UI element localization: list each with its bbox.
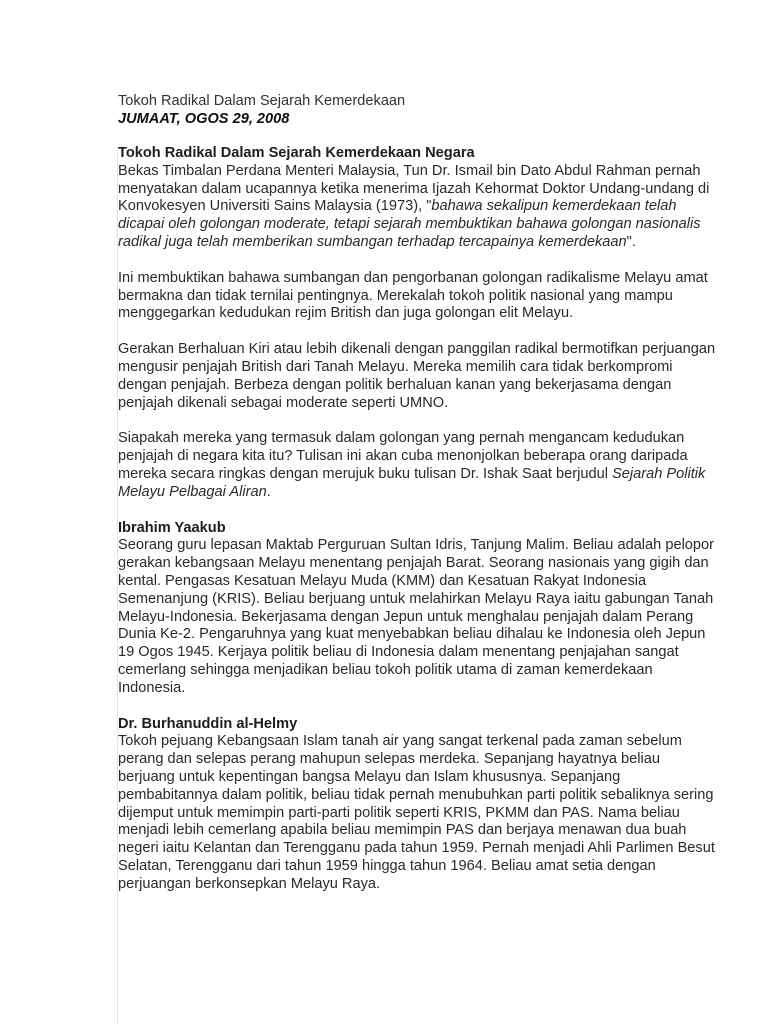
book-title: Sejarah Politik Melayu Pelbagai Aliran — [118, 465, 706, 500]
section-text: Seorang guru lepasan Maktab Perguruan Sultan Idris, Tanjung Malim. Beliau adalah pelopor gerakan kebangsaan Melayu menentang penjajah Barat. Seorang nasionais yang gigih dan kental. Pengasas Kesatuan Melayu Muda (KMM) dan Kesatuan Rakyat Indonesia Semenanjung (KRIS). Beliau berjuang untuk melahirkan Melayu Raya iaitu gabungan Tanah Melayu-Indonesia. Bekerjasama dengan Jepun untuk menghalau penjajah dalam Perang Dunia Ke-2. Pengaruhnya yang kuat menyebabkan beliau dihalau ke Indonesia oleh Jepun 19 Ogos 1945. Kerjaya politik beliau di Indonesia dalam menentang penjajahan sangat cemerlang sehingga menjadikan beliau tokoh politik utama di zaman kemerdekaan Indonesia. — [118, 537, 715, 696]
paragraph-3: Gerakan Berhaluan Kiri atau lebih dikenali dengan panggilan radikal bermotifkan perjuangan mengusir penjajah British dari Tanah Melayu. Mereka memilih cara tidak berkompromi dengan penjajah. Berbeza dengan politik berhaluan kanan yang bekerjasama dengan penjajah dikenali sebagai moderate seperti UMNO. — [118, 341, 716, 411]
intro-paragraph — [118, 145, 718, 252]
section-burhanuddin — [118, 716, 718, 894]
paragraph-4 — [118, 430, 718, 501]
section-text: Tokoh pejuang Kebangsaan Islam tanah air yang sangat terkenal pada zaman sebelum perang dan selepas perang mahupun selepas merdeka. Sepanjang hayatnya beliau berjuang untuk kepentingan bangsa Melayu dan Islam khususnya. Sepanjang pembabitannya dalam politik, beliau tidak pernah menubuhkan parti politik sebaliknya sering dijemput untuk memimpin parti-parti politik seperti KRIS, PKMM dan PAS. Nama beliau menjadi lebih cemerlang apabila beliau memimpin PAS dan berjaya menawan dua buah negeri iaitu Kelantan dan Terengganu pada tahun 1959. Pernah menjadi Ahli Parlimen Besut Selatan, Terengganu dari tahun 1959 hingga tahun 1964. Beliau amat setia dengan perjuangan berkonsepkan Melayu Raya. — [118, 733, 715, 892]
post-date: JUMAAT, OGOS 29, 2008 — [118, 111, 290, 127]
intro-quote: bahawa sekalipun kemerdekaan telah dicapai oleh golongan moderate, tetapi sejarah membuktikan bahawa golongan nasionalis radikal juga telah memberikan sumbangan terhadap tercapainya kemerdekaan — [118, 198, 701, 250]
section-heading: Ibrahim Yaakub — [118, 519, 226, 536]
paragraph-4-text: Siapakah mereka yang termasuk dalam golongan yang pernah mengancam kedudukan penjajah di negara kita itu? Tulisan ini akan cuba menonjolkan beberapa orang daripada mereka secara ringkas dengan merujuk buku tulisan Dr. Ishak Saat berjudul — [118, 430, 688, 482]
section-ibrahim-yaakub — [118, 520, 718, 698]
document-title: Tokoh Radikal Dalam Sejarah Kemerdekaan — [118, 93, 406, 109]
document-page — [118, 92, 718, 911]
article-heading: Tokoh Radikal Dalam Sejarah Kemerdekaan Negara — [118, 145, 475, 161]
intro-text-end: ". — [626, 233, 636, 250]
paragraph-2: Ini membuktikan bahawa sumbangan dan pengorbanan golongan radikalisme Melayu amat bermakna dan tidak ternilai pentingnya. Merekalah tokoh politik nasional yang mampu menggegarkan kedudukan rejim British dan juga golongan elit Melayu. — [118, 269, 708, 322]
intro-text: Bekas Timbalan Perdana Menteri Malaysia, Tun Dr. Ismail bin Dato Abdul Rahman pernah menyatakan dalam ucapannya ketika menerima Ijazah Kehormat Doktor Undang-undang di Konvokesyen Universiti Sains Malaysia (1973), " — [118, 162, 710, 215]
article-body — [118, 145, 718, 893]
paragraph-4-end: . — [266, 483, 271, 500]
section-heading: Dr. Burhanuddin al-Helmy — [118, 715, 298, 732]
